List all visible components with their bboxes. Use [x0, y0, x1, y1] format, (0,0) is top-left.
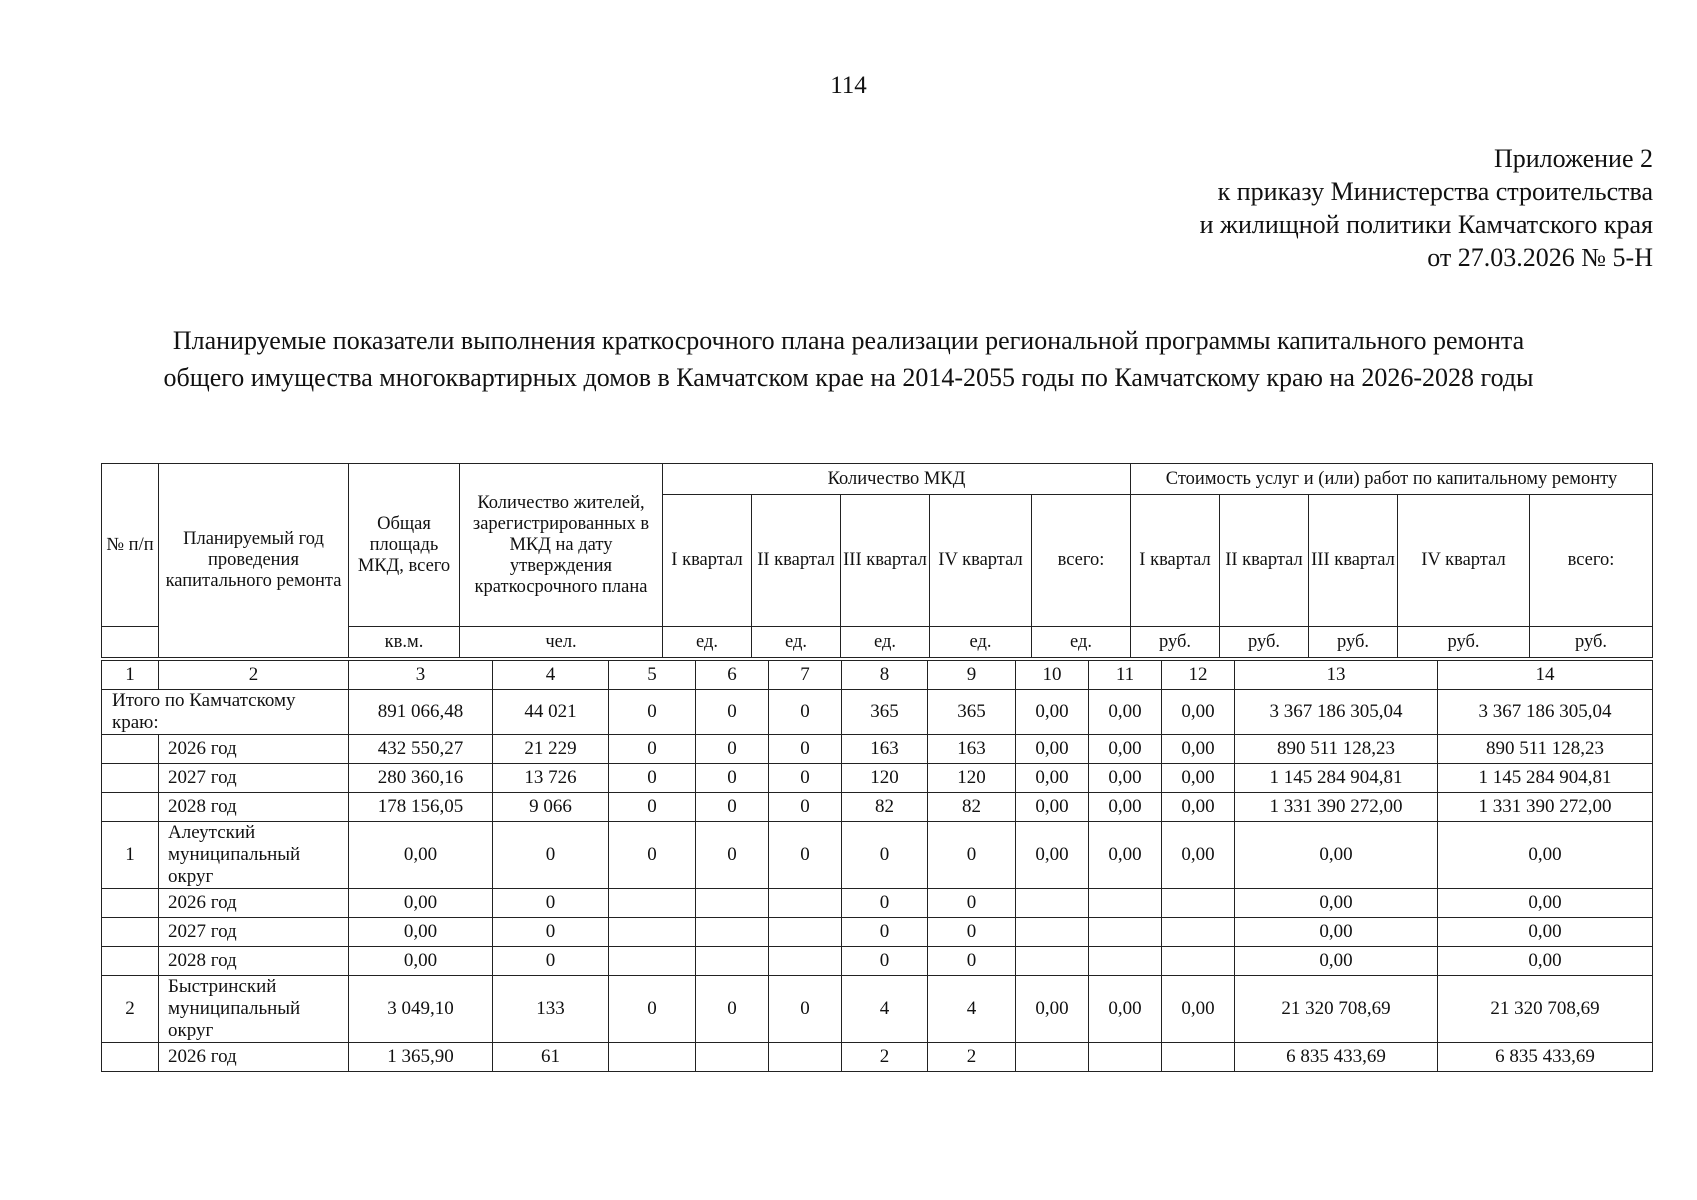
cell-residents: 0 — [493, 822, 609, 889]
cell-cost-q3 — [1162, 889, 1235, 918]
header-mkd-q2: II квартал — [752, 495, 841, 627]
cell-cost-q3: 0,00 — [1162, 690, 1235, 735]
cell-cost-q1: 0,00 — [1016, 690, 1089, 735]
page-number: 114 — [830, 72, 867, 99]
header-num: № п/п — [102, 464, 159, 627]
cell-q1: 0 — [609, 764, 696, 793]
column-number: 10 — [1016, 661, 1089, 690]
cell-q3 — [769, 889, 842, 918]
column-number: 8 — [842, 661, 928, 690]
cell-area: 280 360,16 — [349, 764, 493, 793]
row-num: 2 — [102, 976, 159, 1043]
cell-q1 — [609, 889, 696, 918]
column-number: 6 — [696, 661, 769, 690]
cell-q2: 0 — [696, 793, 769, 822]
table-row — [102, 690, 1653, 735]
cell-cost-q2: 0,00 — [1089, 822, 1162, 889]
table-row — [102, 947, 1653, 976]
cell-total: 120 — [928, 764, 1016, 793]
table-row — [102, 822, 1653, 889]
header-residents: Количество жителей, зарегистрированных в МКД на дату утверждения краткосрочного плана — [460, 464, 663, 627]
cell-cost-total: 0,00 — [1438, 947, 1653, 976]
cell-cost-q2 — [1089, 947, 1162, 976]
cell-area: 1 365,90 — [349, 1043, 493, 1072]
cell-cost-q2: 0,00 — [1089, 735, 1162, 764]
row-name: 2028 год — [159, 947, 349, 976]
cell-q2: 0 — [696, 764, 769, 793]
row-name: Алеутский муниципальный округ — [159, 822, 349, 889]
cell-total: 0 — [928, 918, 1016, 947]
row-name: 2026 год — [159, 735, 349, 764]
unit-mkd: ед. — [1032, 627, 1131, 658]
cell-cost-q1 — [1016, 947, 1089, 976]
column-number: 9 — [928, 661, 1016, 690]
cell-area: 178 156,05 — [349, 793, 493, 822]
cell-q3: 0 — [769, 822, 842, 889]
row-name: 2026 год — [159, 1043, 349, 1072]
cell-cost-q2 — [1089, 889, 1162, 918]
appendix-line: от 27.03.2026 № 5-Н — [1427, 243, 1653, 272]
header-year: Планируемый год проведения капитального ремонта — [159, 464, 349, 658]
title-line: Планируемые показатели выполнения краткосрочного плана реализации региональной программы капитального ремонта — [172, 326, 1525, 355]
cell-cost-total: 890 511 128,23 — [1438, 735, 1653, 764]
cell-cost-q2: 0,00 — [1089, 793, 1162, 822]
unit-cost: руб. — [1398, 627, 1530, 658]
cell-cost-total: 1 331 390 272,00 — [1438, 793, 1653, 822]
cell-q2 — [696, 947, 769, 976]
cell-residents: 21 229 — [493, 735, 609, 764]
header-mkd-total: всего: — [1032, 495, 1131, 627]
unit-mkd: ед. — [930, 627, 1032, 658]
cell-residents: 0 — [493, 947, 609, 976]
cell-q2 — [696, 889, 769, 918]
cell-q4: 2 — [842, 1043, 928, 1072]
unit-cost: руб. — [1131, 627, 1220, 658]
cell-total: 163 — [928, 735, 1016, 764]
cell-total: 82 — [928, 793, 1016, 822]
row-num — [102, 735, 159, 764]
cell-cost-q1: 0,00 — [1016, 764, 1089, 793]
appendix-line: и жилищной политики Камчатского края — [1199, 210, 1653, 239]
header-cost-total: всего: — [1530, 495, 1653, 627]
cell-cost-q3: 0,00 — [1162, 822, 1235, 889]
cell-residents: 133 — [493, 976, 609, 1043]
cell-q3: 0 — [769, 690, 842, 735]
cell-cost-q3: 0,00 — [1162, 735, 1235, 764]
cell-q3 — [769, 918, 842, 947]
cell-cost-q3 — [1162, 1043, 1235, 1072]
cell-q2: 0 — [696, 822, 769, 889]
cell-q4: 0 — [842, 918, 928, 947]
cell-residents: 44 021 — [493, 690, 609, 735]
cell-cost-q2 — [1089, 918, 1162, 947]
cell-cost-total: 21 320 708,69 — [1438, 976, 1653, 1043]
header-mkd-q4: IV квартал — [930, 495, 1032, 627]
cell-cost-q3: 0,00 — [1162, 793, 1235, 822]
header-mkd-q3: III квартал — [841, 495, 930, 627]
cell-area: 0,00 — [349, 889, 493, 918]
row-name: 2027 год — [159, 918, 349, 947]
appendix-line: к приказу Министерства строительства — [1217, 177, 1653, 206]
cell-q3: 0 — [769, 976, 842, 1043]
cell-total: 0 — [928, 947, 1016, 976]
header-cost-q2: II квартал — [1220, 495, 1309, 627]
cell-q1 — [609, 1043, 696, 1072]
cell-q1: 0 — [609, 976, 696, 1043]
cell-q4: 120 — [842, 764, 928, 793]
cell-q2 — [696, 918, 769, 947]
cell-cost-q3 — [1162, 918, 1235, 947]
unit-num — [102, 627, 159, 658]
cell-cost-q1: 0,00 — [1016, 822, 1089, 889]
table-row — [102, 793, 1653, 822]
document-title — [0, 322, 1697, 396]
cell-cost-q4: 0,00 — [1235, 822, 1438, 889]
cell-area: 891 066,48 — [349, 690, 493, 735]
unit-mkd: ед. — [663, 627, 752, 658]
cell-total: 2 — [928, 1043, 1016, 1072]
cell-residents: 9 066 — [493, 793, 609, 822]
cell-q1 — [609, 947, 696, 976]
table-row — [102, 764, 1653, 793]
row-num — [102, 889, 159, 918]
cell-total: 4 — [928, 976, 1016, 1043]
cell-cost-q2: 0,00 — [1089, 764, 1162, 793]
cell-cost-total: 0,00 — [1438, 822, 1653, 889]
unit-cost: руб. — [1530, 627, 1653, 658]
row-name: 2028 год — [159, 793, 349, 822]
cell-total: 0 — [928, 822, 1016, 889]
cell-q3 — [769, 947, 842, 976]
row-num: 1 — [102, 822, 159, 889]
column-number: 2 — [159, 661, 349, 690]
cell-cost-q4: 0,00 — [1235, 918, 1438, 947]
cell-q3 — [769, 1043, 842, 1072]
cell-residents: 0 — [493, 918, 609, 947]
cell-cost-q1: 0,00 — [1016, 793, 1089, 822]
appendix-line: Приложение 2 — [1493, 144, 1653, 173]
row-name: Быстринский муниципальный округ — [159, 976, 349, 1043]
cell-q2: 0 — [696, 690, 769, 735]
cell-q4: 0 — [842, 889, 928, 918]
unit-area: кв.м. — [349, 627, 460, 658]
header-table — [101, 463, 1653, 658]
cell-q3: 0 — [769, 735, 842, 764]
cell-cost-total: 1 145 284 904,81 — [1438, 764, 1653, 793]
header-cost-group: Стоимость услуг и (или) работ по капитальному ремонту — [1131, 464, 1653, 495]
cell-cost-q4: 0,00 — [1235, 889, 1438, 918]
cell-cost-q1: 0,00 — [1016, 735, 1089, 764]
unit-cost: руб. — [1220, 627, 1309, 658]
cell-q4: 82 — [842, 793, 928, 822]
cell-cost-q3: 0,00 — [1162, 764, 1235, 793]
cell-cost-q1 — [1016, 1043, 1089, 1072]
cell-q2: 0 — [696, 735, 769, 764]
column-number: 3 — [349, 661, 493, 690]
row-num — [102, 1043, 159, 1072]
cell-q1: 0 — [609, 735, 696, 764]
header-area: Общая площадь МКД, всего — [349, 464, 460, 627]
cell-cost-q3 — [1162, 947, 1235, 976]
cell-q1: 0 — [609, 793, 696, 822]
header-cost-q3: III квартал — [1309, 495, 1398, 627]
cell-cost-q1 — [1016, 889, 1089, 918]
row-num — [102, 947, 159, 976]
cell-cost-q2 — [1089, 1043, 1162, 1072]
cell-cost-q4: 6 835 433,69 — [1235, 1043, 1438, 1072]
cell-q4: 4 — [842, 976, 928, 1043]
cell-cost-q2: 0,00 — [1089, 690, 1162, 735]
row-name: Итого по Камчатскому краю: — [102, 690, 349, 735]
cell-cost-total: 6 835 433,69 — [1438, 1043, 1653, 1072]
column-number: 13 — [1235, 661, 1438, 690]
header-cost-q1: I квартал — [1131, 495, 1220, 627]
row-num — [102, 793, 159, 822]
row-num — [102, 918, 159, 947]
cell-cost-q4: 3 367 186 305,04 — [1235, 690, 1438, 735]
header-mkd-group: Количество МКД — [663, 464, 1131, 495]
cell-cost-total: 0,00 — [1438, 889, 1653, 918]
row-name: 2026 год — [159, 889, 349, 918]
cell-cost-total: 0,00 — [1438, 918, 1653, 947]
column-number: 11 — [1089, 661, 1162, 690]
cell-area: 0,00 — [349, 822, 493, 889]
unit-cost: руб. — [1309, 627, 1398, 658]
cell-q1: 0 — [609, 690, 696, 735]
column-number: 1 — [102, 661, 159, 690]
cell-cost-q4: 0,00 — [1235, 947, 1438, 976]
cell-cost-q2: 0,00 — [1089, 976, 1162, 1043]
cell-area: 0,00 — [349, 918, 493, 947]
cell-q4: 163 — [842, 735, 928, 764]
cell-cost-q4: 890 511 128,23 — [1235, 735, 1438, 764]
data-table — [101, 660, 1653, 1072]
cell-cost-q1: 0,00 — [1016, 976, 1089, 1043]
cell-total: 365 — [928, 690, 1016, 735]
unit-mkd: ед. — [841, 627, 930, 658]
title-line: общего имущества многоквартирных домов в Камчатском крае на 2014-2055 годы по Камчатскому краю на 2026-2028 годы — [163, 363, 1534, 392]
cell-q4: 0 — [842, 947, 928, 976]
cell-cost-q4: 1 145 284 904,81 — [1235, 764, 1438, 793]
cell-q1: 0 — [609, 822, 696, 889]
cell-q3: 0 — [769, 764, 842, 793]
column-number: 5 — [609, 661, 696, 690]
unit-mkd: ед. — [752, 627, 841, 658]
cell-q3: 0 — [769, 793, 842, 822]
unit-residents: чел. — [460, 627, 663, 658]
cell-q4: 0 — [842, 822, 928, 889]
cell-q2: 0 — [696, 976, 769, 1043]
column-number: 14 — [1438, 661, 1653, 690]
column-number: 4 — [493, 661, 609, 690]
cell-q1 — [609, 918, 696, 947]
cell-area: 0,00 — [349, 947, 493, 976]
cell-q4: 365 — [842, 690, 928, 735]
row-name: 2027 год — [159, 764, 349, 793]
appendix-block — [1200, 142, 1653, 274]
table-row — [102, 918, 1653, 947]
cell-residents: 13 726 — [493, 764, 609, 793]
table-row — [102, 735, 1653, 764]
table-row — [102, 976, 1653, 1043]
cell-area: 432 550,27 — [349, 735, 493, 764]
table-row — [102, 889, 1653, 918]
cell-cost-q3: 0,00 — [1162, 976, 1235, 1043]
cell-cost-q4: 1 331 390 272,00 — [1235, 793, 1438, 822]
row-num — [102, 764, 159, 793]
cell-cost-total: 3 367 186 305,04 — [1438, 690, 1653, 735]
header-cost-q4: IV квартал — [1398, 495, 1530, 627]
cell-total: 0 — [928, 889, 1016, 918]
cell-q2 — [696, 1043, 769, 1072]
cell-residents: 61 — [493, 1043, 609, 1072]
cell-cost-q4: 21 320 708,69 — [1235, 976, 1438, 1043]
column-number: 12 — [1162, 661, 1235, 690]
column-number-row — [102, 661, 1653, 690]
table-row — [102, 1043, 1653, 1072]
header-mkd-q1: I квартал — [663, 495, 752, 627]
cell-residents: 0 — [493, 889, 609, 918]
cell-cost-q1 — [1016, 918, 1089, 947]
cell-area: 3 049,10 — [349, 976, 493, 1043]
column-number: 7 — [769, 661, 842, 690]
